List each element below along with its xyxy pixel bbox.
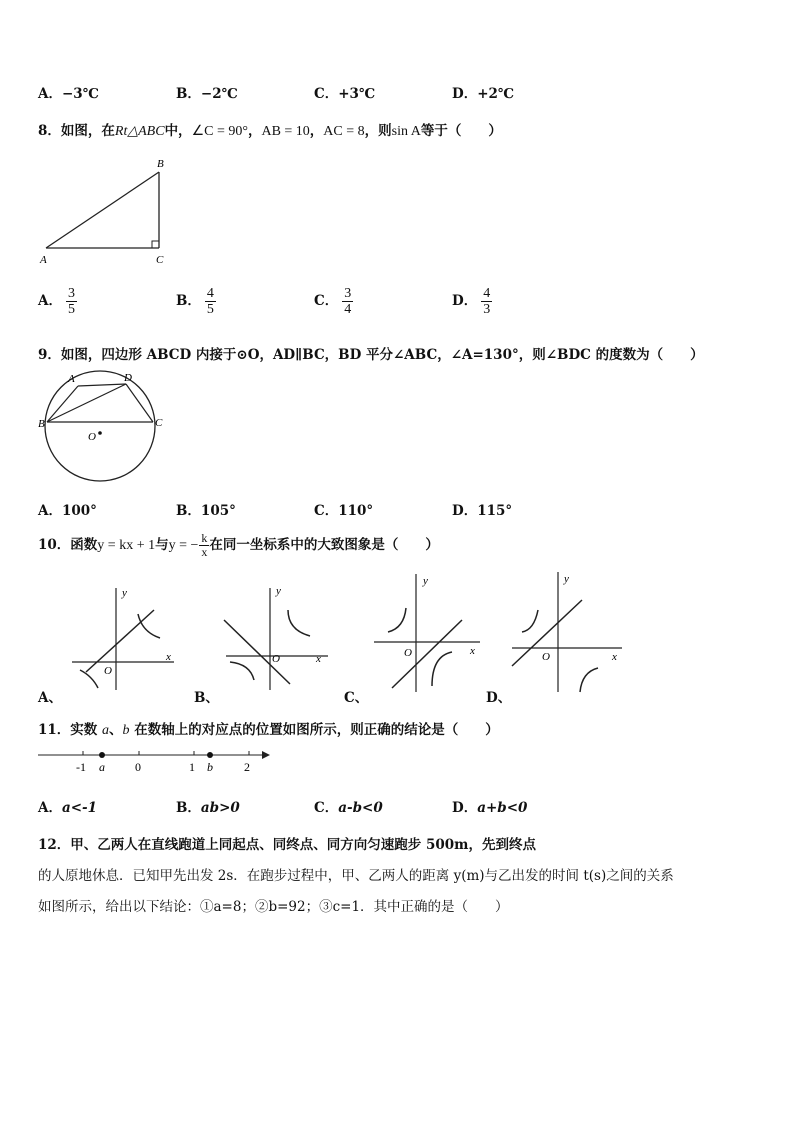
q8-option-a[interactable]: A． $\frac{3}{5}$ (38, 286, 75, 317)
origin-label: O (104, 665, 112, 677)
label-c: C (156, 254, 164, 266)
q8-option-c[interactable]: C． $\frac{3}{4}$ (314, 286, 352, 317)
q8-triangle-figure (36, 155, 176, 267)
q11-option-d[interactable]: D．a+b<0 (452, 800, 528, 816)
q7-option-a[interactable]: A．−3℃ (38, 86, 99, 102)
origin-label: O (272, 653, 280, 665)
q12-line-1: 12．甲、乙两人在直线跑道上同起点、同终点、同方向匀速跑步 500m，先到终点 (38, 837, 536, 853)
axis-x-label: x (166, 651, 171, 663)
point-a-label: a (99, 760, 105, 774)
q9-option-a[interactable]: A．100° (38, 503, 97, 519)
tick-label: 0 (135, 760, 141, 774)
label-a: A (40, 254, 47, 266)
q12-line-2: 的人原地休息．已知甲先出发 2s．在跑步过程中，甲、乙两人的距离 y(m)与乙出发的时间 t(s)之间的关系 (38, 868, 674, 884)
q11-option-b[interactable]: B．ab>0 (176, 800, 240, 816)
q9-circle-figure (36, 366, 176, 486)
q10-graph-a[interactable] (64, 580, 182, 698)
origin-label: O (542, 651, 550, 663)
axis-y-label: y (423, 575, 428, 587)
label-d: D (124, 372, 132, 384)
q11-option-c[interactable]: C．a-b<0 (314, 800, 383, 816)
label-b: B (38, 418, 45, 430)
q10-graph-c[interactable] (370, 568, 488, 698)
axis-y-label: y (276, 585, 281, 597)
q12-line-3: 如图所示，给出以下结论：①a=8；②b=92；③c=1．其中正确的是（ ） (38, 899, 509, 915)
origin-label: O (404, 647, 412, 659)
axis-y-label: y (122, 587, 127, 599)
point-b-label: b (207, 760, 213, 774)
q10-option-a-label: A、 (38, 690, 62, 706)
q7-option-c[interactable]: C．+3℃ (314, 86, 376, 102)
q9-stem: 9．如图，四边形 ABCD 内接于⊙O，AD∥BC，BD 平分∠ABC，∠A=130°，则∠BDC 的度数为（ ） (38, 347, 704, 363)
q9-option-d[interactable]: D．115° (452, 503, 513, 519)
axis-x-label: x (316, 653, 321, 665)
q10-option-d-label: D、 (486, 690, 512, 706)
tick-label: 1 (189, 760, 195, 774)
q9-option-c[interactable]: C．110° (314, 503, 374, 519)
axis-x-label: x (470, 645, 475, 657)
label-b: B (157, 158, 164, 170)
q7-option-d[interactable]: D．+2℃ (452, 86, 515, 102)
q11-stem: 11．实数 a、b 在数轴上的对应点的位置如图所示，则正确的结论是（ ） (38, 722, 499, 738)
q10-option-b-label: B、 (194, 690, 219, 706)
q8-option-b[interactable]: B． $\frac{4}{5}$ (176, 286, 214, 317)
q8-option-d[interactable]: D． $\frac{4}{3}$ (452, 286, 491, 317)
tick-label: 2 (244, 760, 250, 774)
q10-stem: 10．函数y = kx + 1与y = − $\frac{k}{x}$ 在同一坐标系中的大致图象是（ ） (38, 531, 439, 559)
q10-graph-b[interactable] (218, 580, 336, 698)
axis-y-label: y (564, 573, 569, 585)
q10-graph-d[interactable] (510, 568, 628, 698)
q11-number-line (36, 745, 272, 779)
axis-x-label: x (612, 651, 617, 663)
tick-label: -1 (76, 760, 86, 774)
label-o: O (88, 431, 96, 443)
q8-stem: 8．如图，在Rt△ABC中，∠C = 90°，AB = 10，AC = 8，则sin A等于（ ） (38, 123, 502, 139)
q7-option-b[interactable]: B．−2℃ (176, 86, 238, 102)
q10-option-c-label: C、 (344, 690, 369, 706)
q11-option-a[interactable]: A．a<-1 (38, 800, 98, 816)
label-a: A (68, 373, 75, 385)
q9-option-b[interactable]: B．105° (176, 503, 236, 519)
label-c: C (155, 417, 163, 429)
